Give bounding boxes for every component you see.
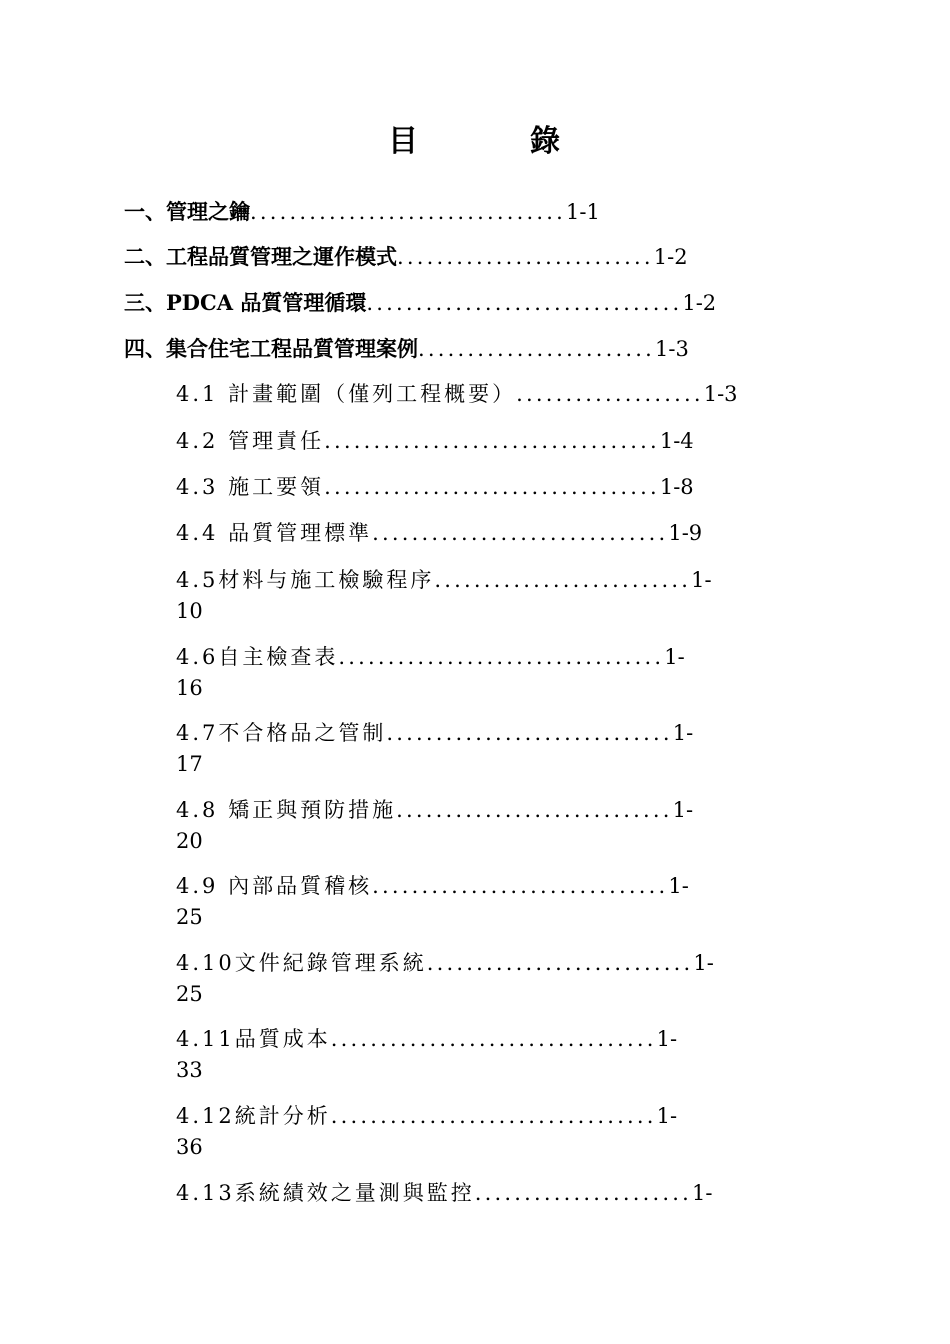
toc-subentry[interactable] [176,518,702,549]
toc-entry-label: 4.8 矯正與預防措施 [176,798,397,822]
toc-subentry[interactable] [176,472,694,503]
toc-page-number-part2: 25 [176,982,203,1006]
toc-page-number-part1: 1- [693,951,714,975]
toc-entry-label: 4.13系統績效之量測與監控 [176,1181,475,1205]
toc-page-number-part2: 33 [176,1058,203,1082]
toc-page-number-part2: 20 [176,829,203,853]
toc-page-number: 1-3 [703,382,738,406]
toc-page-number: 1-2 [682,291,717,315]
toc-leader-dots: ........................ [418,337,656,361]
toc-leader-dots: ................... [516,382,704,406]
toc-entry-label: 4.2 管理責任 [176,429,325,453]
toc-page-number-part1: 1- [692,1181,713,1205]
toc-page-number-part2: 17 [176,752,203,776]
title-char-2: 錄 [530,124,562,159]
toc-leader-dots: ............................. [386,721,673,745]
toc-subentry[interactable] [176,642,685,704]
toc-entry-label: 一、管理之鑰 [124,199,250,224]
toc-leader-dots: ................................. [330,1027,657,1051]
toc-page-number-part1: 1- [672,798,694,822]
toc-entry-label: 4.1 計畫範圍（僅列工程概要） [176,382,517,406]
toc-entry[interactable] [124,287,716,319]
toc-page-number-part2: 10 [176,599,203,623]
toc-subentry[interactable] [176,795,693,857]
toc-leader-dots: .......................... [397,245,654,269]
toc-subentry[interactable] [176,1178,713,1209]
toc-page-number: 1-9 [668,521,703,545]
toc-entry-label: 4.9 內部品質稽核 [176,874,373,898]
toc-leader-dots: .............................. [372,874,669,898]
toc-subentry[interactable] [176,426,694,457]
toc-page-number-part1: 1- [691,568,712,592]
toc-leader-dots: .................................. [324,475,660,499]
toc-page-number: 1-2 [653,245,688,269]
toc-entry-label: 4.3 施工要領 [176,475,325,499]
toc-subentry[interactable] [176,718,693,780]
toc-page-number: 1-4 [659,429,694,453]
toc-page-number-part1: 1- [656,1027,678,1051]
toc-leader-dots: ................................ [250,200,567,224]
toc-page-number: 1-1 [566,200,600,224]
toc-subentry[interactable] [176,565,712,627]
toc-leader-dots: ...................... [474,1181,693,1205]
toc-page-number-part1: 1- [656,1104,678,1128]
toc-page-number-part2: 36 [176,1135,203,1159]
toc-page-number-part2: 25 [176,905,203,929]
toc-entry-label: 4.7不合格品之管制 [176,721,387,745]
toc-page-number-part1: 1- [668,874,689,898]
toc-leader-dots: .............................. [372,521,669,545]
toc-entry-label: 4.10文件紀錄管理系統 [176,951,427,975]
toc-page-number-part1: 1- [664,645,685,669]
toc-subentry[interactable] [176,871,689,933]
toc-entry-label: 4.11品質成本 [176,1027,331,1051]
toc-entry-label: 4.5材料与施工檢驗程序 [176,568,435,592]
toc-entry-label: 四、集合住宅工程品質管理案例 [124,336,418,361]
toc-entry-label: 4.12統計分析 [176,1104,331,1128]
title-char-1: 目 [388,124,420,159]
toc-entry-label: 4.4 品質管理標準 [176,521,373,545]
page-title [0,116,950,160]
toc-page-number-part1: 1- [672,721,694,745]
toc-page-number: 1-8 [659,475,694,499]
toc-entry[interactable] [124,241,688,273]
toc-leader-dots: .................................. [324,429,660,453]
toc-entry[interactable] [124,333,689,365]
toc-entry-label: 三、PDCA 品質管理循環 [124,290,367,315]
toc-subentry[interactable] [176,1101,677,1163]
toc-leader-dots: ................................. [330,1104,657,1128]
toc-leader-dots: .......................... [434,568,692,592]
toc-leader-dots: ........................... [426,951,694,975]
toc-subentry[interactable] [176,1024,677,1086]
toc-entry[interactable] [124,196,600,228]
toc-entry-label: 4.6自主檢查表 [176,645,339,669]
toc-subentry[interactable] [176,948,714,1010]
toc-leader-dots: ................................. [338,645,665,669]
toc-leader-dots: ............................ [396,798,673,822]
toc-subentry[interactable] [176,379,738,410]
toc-entry-label: 二、工程品質管理之運作模式 [124,244,397,269]
toc-page-number-part2: 16 [176,676,203,700]
toc-leader-dots: ................................ [366,291,683,315]
toc-page-number: 1-3 [655,337,689,361]
